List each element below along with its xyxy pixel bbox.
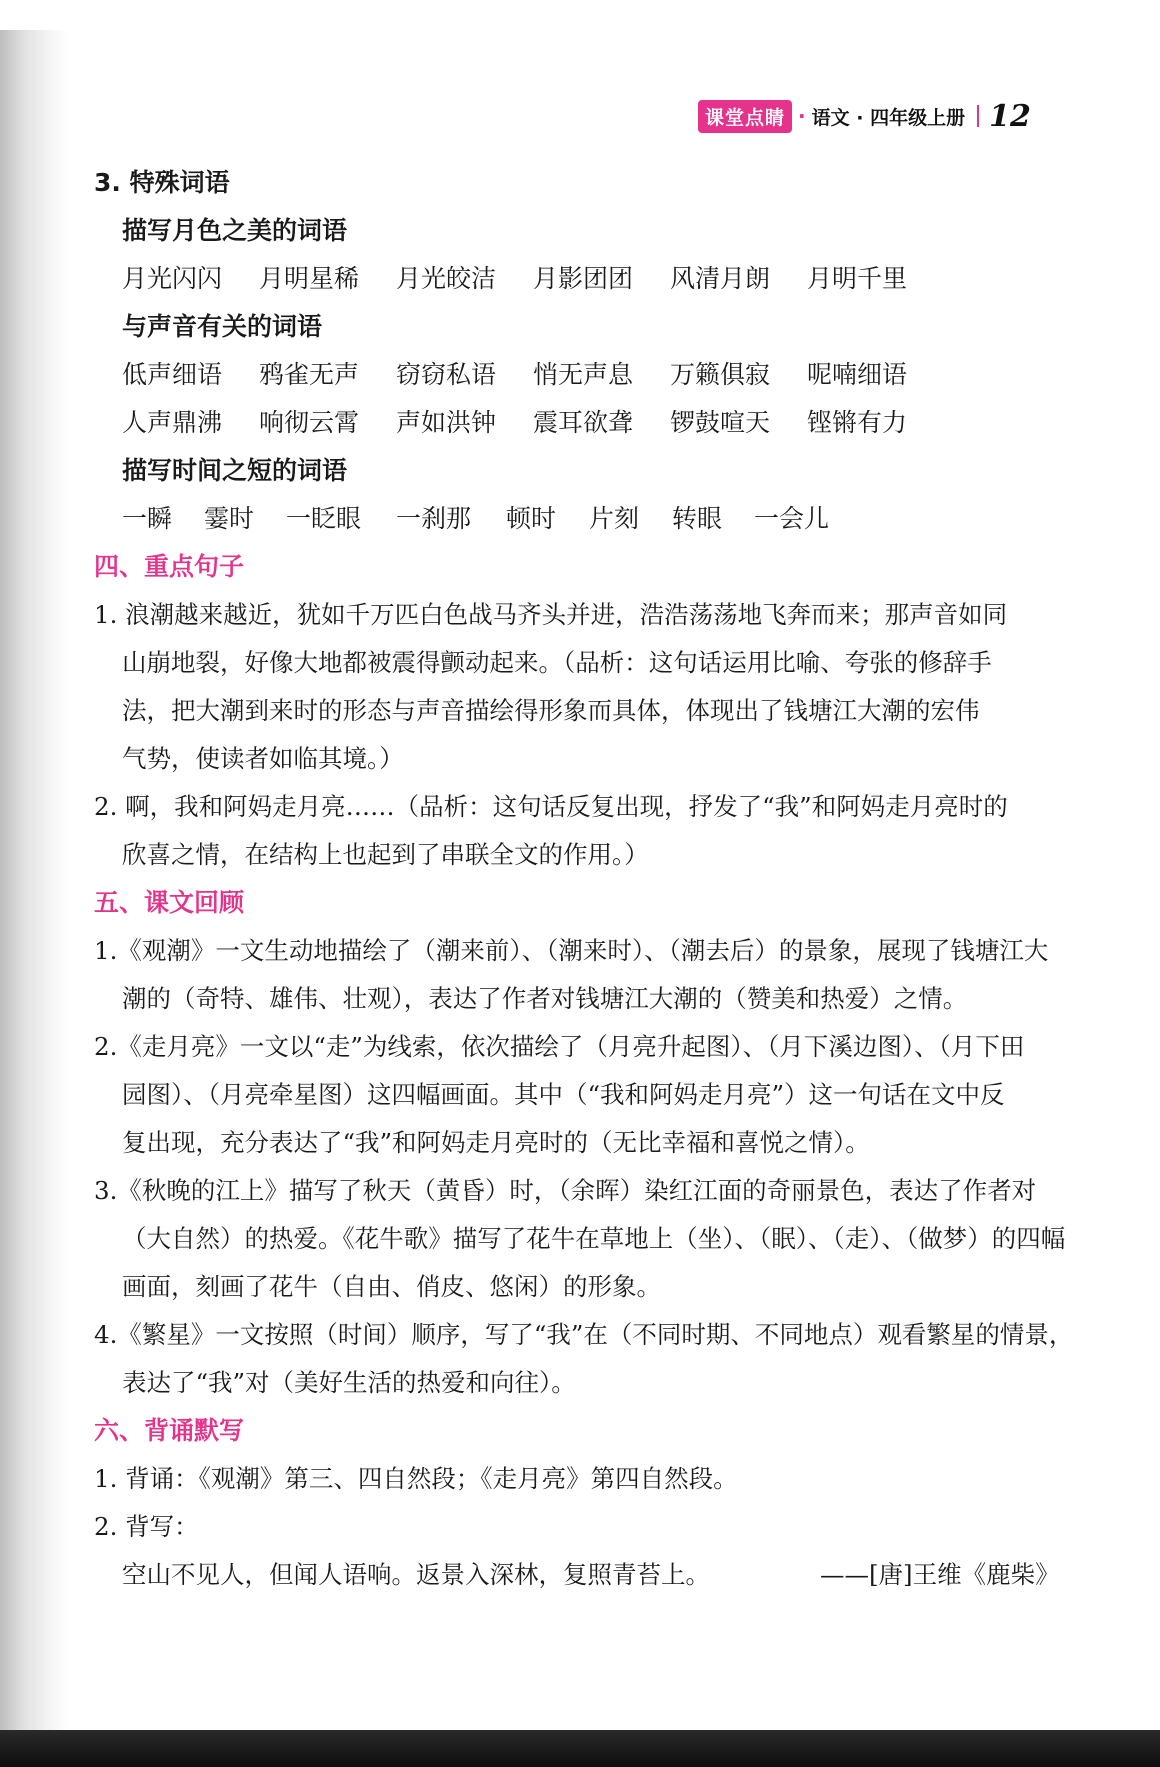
word: 铿锵有力 bbox=[807, 408, 908, 437]
bottom-edge bbox=[0, 1730, 1160, 1767]
top-margin bbox=[0, 0, 1160, 30]
review-line: 画面，刻画了花牛（自由、俏皮、悠闲）的形象。 bbox=[122, 1272, 661, 1301]
review-line: 2.《走月亮》一文以“走”为线索，依次描绘了（月亮升起图）、（月下溪边图）、（月下田 bbox=[94, 1032, 1025, 1061]
sentence-line: 2. 啊，我和阿妈走月亮……（品析：这句话反复出现，抒发了“我”和阿妈走月亮时的 bbox=[94, 792, 1008, 821]
sentence-line: 欣喜之情，在结构上也起到了串联全文的作用。） bbox=[122, 840, 649, 869]
group1-subtitle: 描写月色之美的词语 bbox=[122, 216, 348, 245]
word: 一刹那 bbox=[396, 504, 472, 533]
word: 锣鼓喧天 bbox=[670, 408, 771, 437]
recite-line: 1. 背诵：《观潮》第三、四自然段；《走月亮》第四自然段。 bbox=[94, 1464, 738, 1493]
word-row bbox=[122, 360, 944, 390]
word-row bbox=[122, 408, 944, 438]
review-line: 潮的（奇特、雄伟、壮观），表达了作者对钱塘江大潮的（赞美和热爱）之情。 bbox=[122, 984, 968, 1013]
page-number: 12 bbox=[989, 98, 1031, 134]
word: 声如洪钟 bbox=[396, 408, 497, 437]
write-line: 2. 背写： bbox=[94, 1512, 199, 1541]
poem-text: 空山不见人，但闻人语响。返景入深林，复照青苔上。 bbox=[122, 1560, 710, 1589]
word: 呢喃细语 bbox=[807, 360, 908, 389]
word: 一瞬 bbox=[122, 504, 173, 533]
header-dot: · bbox=[798, 104, 806, 128]
word: 震耳欲聋 bbox=[533, 408, 634, 437]
sentence-line: 法，把大潮到来时的形态与声音描绘得形象而具体，体现出了钱塘江大潮的宏伟 bbox=[122, 696, 980, 725]
sentence-line: 1. 浪潮越来越近，犹如千万匹白色战马齐头并进，浩浩荡荡地飞奔而来；那声音如同 bbox=[94, 600, 1008, 629]
word: 月明星稀 bbox=[259, 264, 360, 293]
group3-subtitle: 描写时间之短的词语 bbox=[122, 456, 348, 485]
page-header bbox=[698, 99, 1031, 133]
word: 人声鼎沸 bbox=[122, 408, 223, 437]
word: 顿时 bbox=[506, 504, 557, 533]
sentence-line: 气势，使读者如临其境。） bbox=[122, 744, 404, 773]
word: 风清月朗 bbox=[670, 264, 771, 293]
review-line: 表达了“我”对（美好生活的热爱和向往）。 bbox=[122, 1368, 576, 1397]
review-line: 园图）、（月亮牵星图）这四幅画面。其中（“我和阿妈走月亮”）这一句话在文中反 bbox=[122, 1080, 1005, 1109]
review-line: 复出现，充分表达了“我”和阿妈走月亮时的（无比幸福和喜悦之情）。 bbox=[122, 1128, 870, 1157]
word: 万籁俱寂 bbox=[670, 360, 771, 389]
review-line: 3.《秋晚的江上》描写了秋天（黄昏）时，（余晖）染红江面的奇丽景色，表达了作者对 bbox=[94, 1176, 1037, 1205]
word: 月明千里 bbox=[807, 264, 908, 293]
header-divider bbox=[977, 105, 979, 127]
word: 窃窃私语 bbox=[396, 360, 497, 389]
page-gutter-shadow bbox=[0, 30, 70, 1730]
word: 月光闪闪 bbox=[122, 264, 223, 293]
word: 低声细语 bbox=[122, 360, 223, 389]
word: 一会儿 bbox=[754, 504, 830, 533]
word: 霎时 bbox=[204, 504, 255, 533]
group2-subtitle: 与声音有关的词语 bbox=[122, 312, 323, 341]
word-row bbox=[122, 504, 854, 534]
review-line: 4.《繁星》一文按照（时间）顺序，写了“我”在（不同时期、不同地点）观看繁星的情景， bbox=[94, 1320, 1074, 1349]
word: 鸦雀无声 bbox=[259, 360, 360, 389]
word: 一眨眼 bbox=[286, 504, 362, 533]
word-row bbox=[122, 264, 944, 294]
section4-heading: 四、重点句子 bbox=[94, 552, 245, 581]
header-subject: 语文 · 四年级上册 bbox=[811, 106, 966, 129]
word: 悄无声息 bbox=[533, 360, 634, 389]
section5-heading: 五、课文回顾 bbox=[94, 888, 245, 917]
word: 转眼 bbox=[672, 504, 723, 533]
word: 月光皎洁 bbox=[396, 264, 497, 293]
word: 片刻 bbox=[589, 504, 640, 533]
word: 响彻云霄 bbox=[259, 408, 360, 437]
header-badge: 课堂点睛 bbox=[698, 100, 792, 133]
review-line: 1.《观潮》一文生动地描绘了（潮来前）、（潮来时）、（潮去后）的景象，展现了钱塘江大 bbox=[94, 936, 1049, 965]
section3-title: 3. 特殊词语 bbox=[94, 168, 230, 197]
sentence-line: 山崩地裂，好像大地都被震得颤动起来。（品析：这句话运用比喻、夸张的修辞手 bbox=[122, 648, 992, 677]
section6-heading: 六、背诵默写 bbox=[94, 1416, 245, 1445]
word: 月影团团 bbox=[533, 264, 634, 293]
review-line: （大自然）的热爱。《花牛歌》描写了花牛在草地上（坐）、（眠）、（走）、（做梦）的四幅 bbox=[122, 1224, 1066, 1253]
poem-attribution: ——[唐]王维《鹿柴》 bbox=[820, 1560, 1060, 1589]
